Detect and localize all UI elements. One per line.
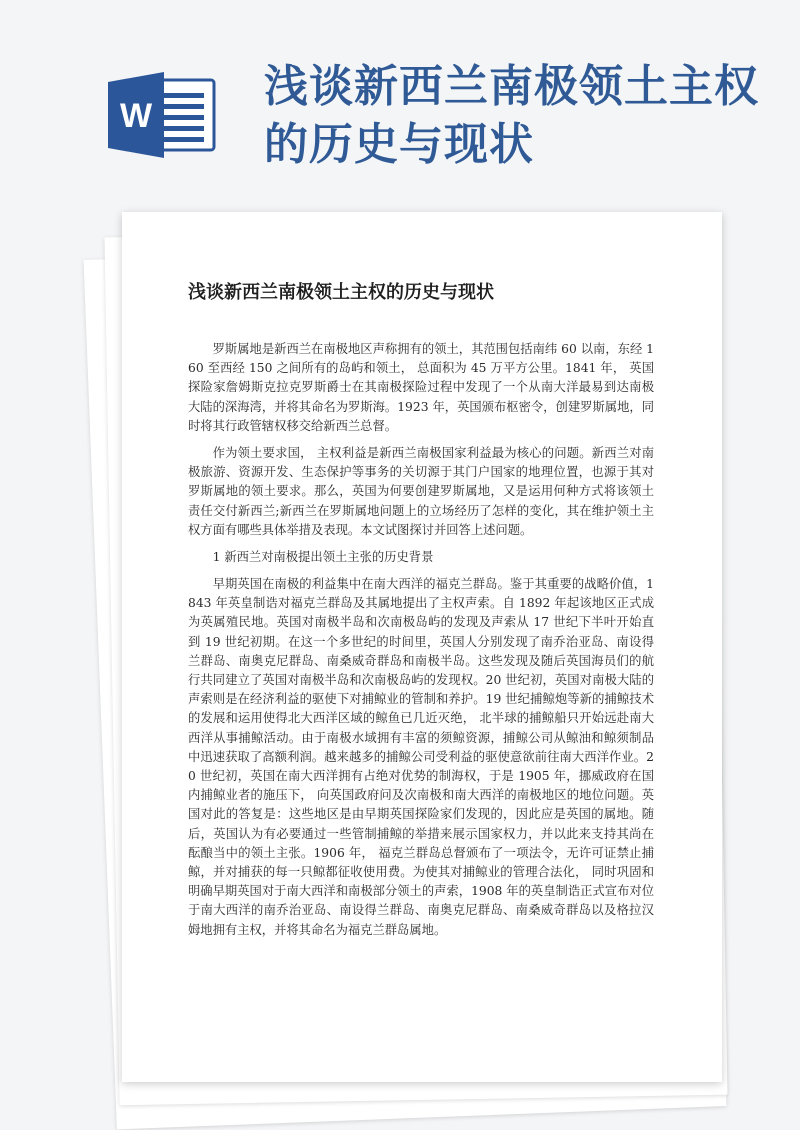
document-title: 浅谈新西兰南极领土主权的历史与现状 (188, 282, 494, 303)
word-document-icon (108, 72, 218, 158)
paragraph: 罗斯属地是新西兰在南极地区声称拥有的领土，其范围包括南纬 60 以南，东经 160 至西经 150 之间所有的岛屿和领土， 总面积为 45 万平方公里。1841 年， 英国探险家詹姆斯克拉克罗斯爵士在其南极探险过程中发现了一个从南大洋最易到达南极大陆的深海湾，并将其命名为罗斯海。1923 年，英国颁布枢密令，创建罗斯属地，同时将其行政管辖权移交给新西兰总督。 (188, 342, 654, 433)
page-title: 浅谈新西兰南极领土主权的历史与现状 (264, 61, 759, 170)
document-page (122, 212, 722, 1082)
section-heading: 1 新西兰对南极提出领土主张的历史背景 (212, 550, 434, 565)
paragraph: 早期英国在南极的利益集中在南大西洋的福克兰群岛。鉴于其重要的战略价值，1843 年英皇制诰对福克兰群岛及其属地提出了主权声索。自 1892 年起该地区正式成为英属殖民地。英国对南极半岛和次南极岛屿的发现及声索从 17 世纪下半叶开始直到 19 世纪初期。在这一个多世纪的时间里，英国人分别发现了南乔治亚岛、南设得兰群岛、南奥克尼群岛、南桑威奇群岛和南极半岛。这些发现及随后英国海员们的航行共同建立了英国对南极半岛和次南极岛屿的发现权。20 世纪初，英国对南极大陆的声索则是在经济利益的驱使下对捕鲸业的管制和养护。19 世纪捕鲸炮等新的捕鲸技术的发展和运用使得北大西洋区域的鲸鱼已几近灭绝， 北半球的捕鲸船只开始远赴南大西洋从事捕鲸活动。由于南极水域拥有丰富的须鲸资源，捕鲸公司从鲸油和鲸须制品中迅速获取了高额利润。越来越多的捕鲸公司受利益的驱使意欲前往南大西洋作业。20 世纪初，英国在南大西洋拥有占绝对优势的制海权，于是 1905 年，挪威政府在国内捕鲸业者的施压下， 向英国政府问及次南极和南大西洋的南极地区的地位问题。英国对此的答复是：这些地区是由早期英国探险家们发现的，因此应是英国的属地。随后，英国认为有必要通过一些管制捕鲸的举措来展示国家权力，并以此来支持其尚在酝酿当中的领土主张。1906 年， 福克兰群岛总督颁布了一项法令，无许可证禁止捕鲸，并对捕获的每一只鲸都征收使用费。为使其对捕鲸业的管理合法化， 同时巩固和明确早期英国对于南大西洋和南极部分领土的声索，1908 年的英皇制诰正式宣布对位于南大西洋的南乔治亚岛、南设得兰群岛、南奥克尼群岛、南桑威奇群岛以及格拉汉姆地拥有主权，并将其命名为福克兰群岛属地。 (188, 577, 654, 937)
document-content (188, 280, 654, 948)
paragraph: 作为领土要求国， 主权利益是新西兰南极国家利益最为核心的问题。新西兰对南极旅游、资源开发、生态保护等事务的关切源于其门户国家的地理位置，也源于其对罗斯属地的领土要求。那么，英国为何要创建罗斯属地，又是运用何种方式将该领土责任交付新西兰;新西兰在罗斯属地问题上的立场经历了怎样的变化，其在维护领土主权方面有哪些具体举措及表现。本文试图探讨并回答上述问题。 (188, 446, 654, 537)
word-icon-letter: W (119, 97, 153, 135)
